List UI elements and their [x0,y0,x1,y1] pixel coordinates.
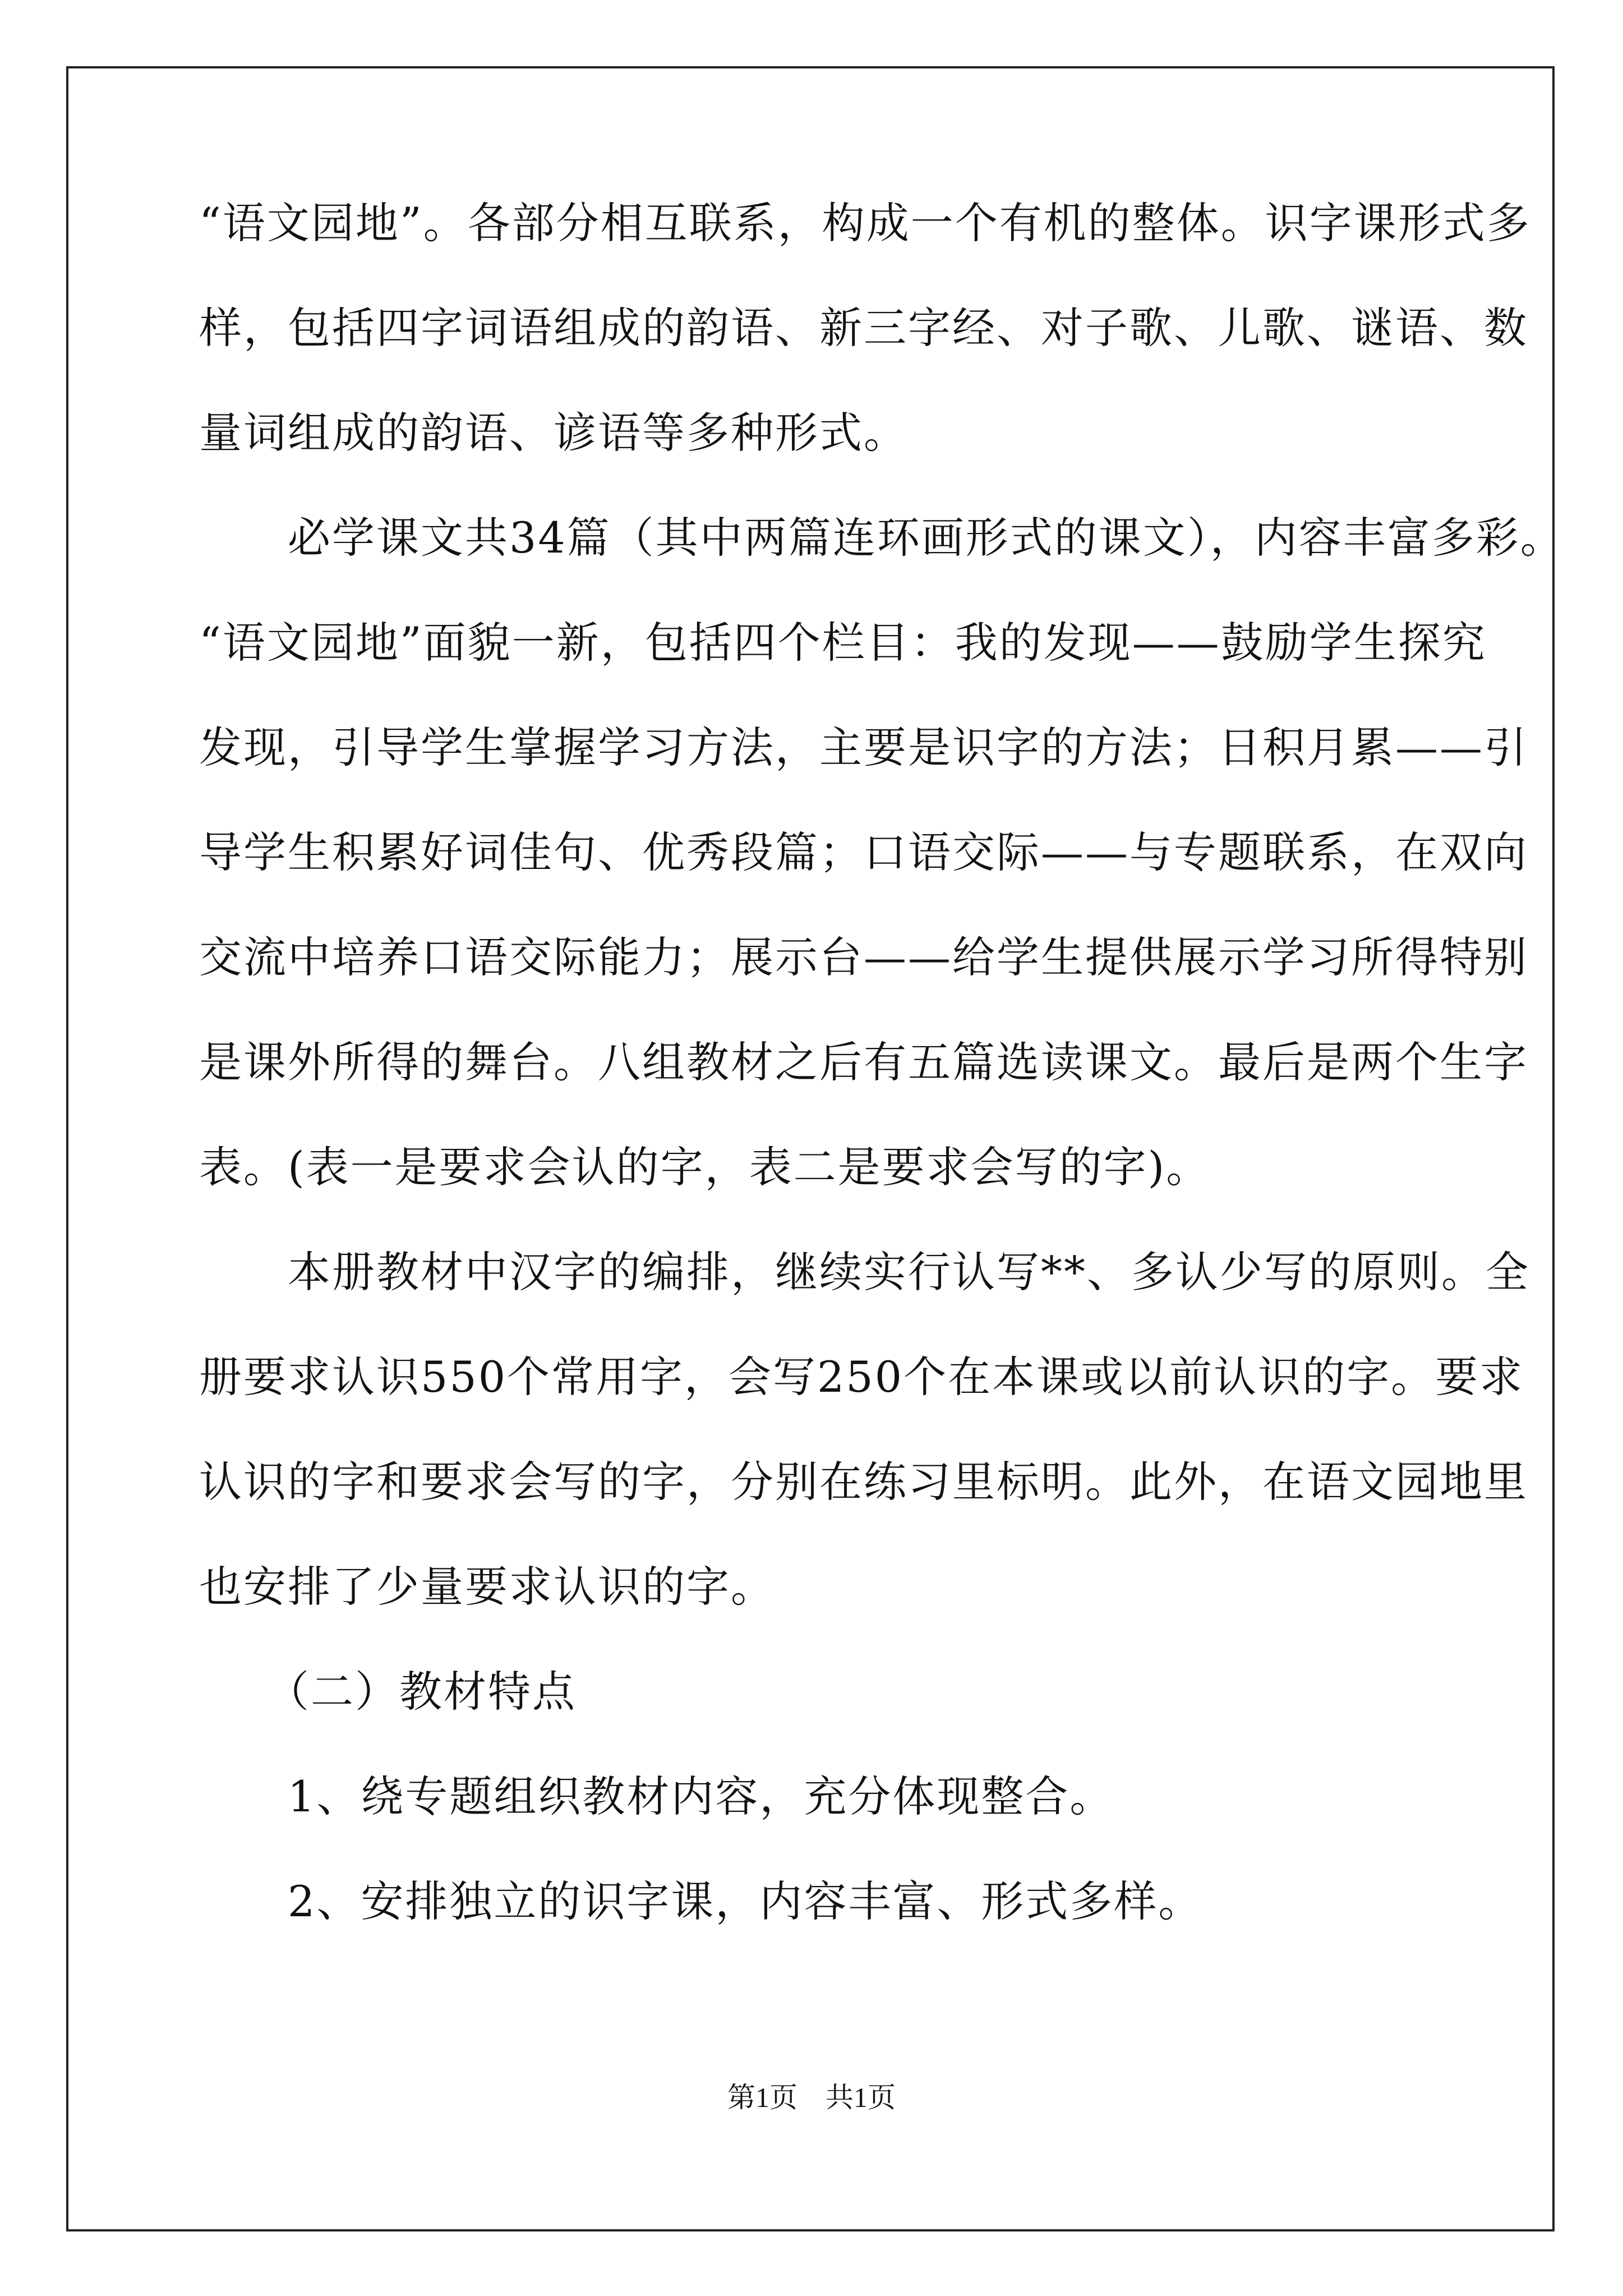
text-line: 量词组成的韵语、谚语等多种形式。 [199,408,908,458]
text-line: 导学生积累好词佳句、优秀段篇；口语交际——与专题联系，在双向 [199,827,1528,877]
text-line: “语文园地”面貌一新，包括四个栏目：我的发现——鼓励学生探究 [199,618,1487,668]
list-item: 1、绕专题组织教材内容，充分体现整合。 [199,1772,1114,1821]
text-line: “语文园地”。各部分相互联系，构成一个有机的整体。识字课形式多 [199,198,1531,248]
text-line: 是课外所得的舞台。八组教材之后有五篇选读课文。最后是两个生字 [199,1037,1528,1087]
text-line: 发现，引导学生掌握学习方法，主要是识字的方法；日积月累——引 [199,723,1528,772]
text-line: 认识的字和要求会写的字，分别在练习里标明。此外，在语文园地里 [199,1457,1528,1507]
text-line: 也安排了少量要求认识的字。 [199,1562,775,1612]
paragraph-start-line: 本册教材中汉字的编排，继续实行认写**、多认少写的原则。全 [199,1247,1530,1297]
paragraph-start-line: 必学课文共34篇（其中两篇连环画形式的课文），内容丰富多彩。 [199,513,1565,563]
text-line: 交流中培养口语交际能力；展示台——给学生提供展示学习所得特别 [199,932,1528,982]
text-line: 表。(表一是要求会认的字，表二是要求会写的字)。 [199,1142,1211,1192]
text-line: 册要求认识550个常用字，会写250个在本课或以前认识的字。要求 [199,1352,1524,1402]
section-heading: （二）教材特点 [199,1667,577,1717]
text-line: 样，包括四字词语组成的韵语、新三字经、对子歌、儿歌、谜语、数 [199,303,1528,353]
page-footer: 第1页 共1页 [727,2082,896,2113]
list-item: 2、安排独立的识字课，内容丰富、形式多样。 [199,1876,1203,1926]
